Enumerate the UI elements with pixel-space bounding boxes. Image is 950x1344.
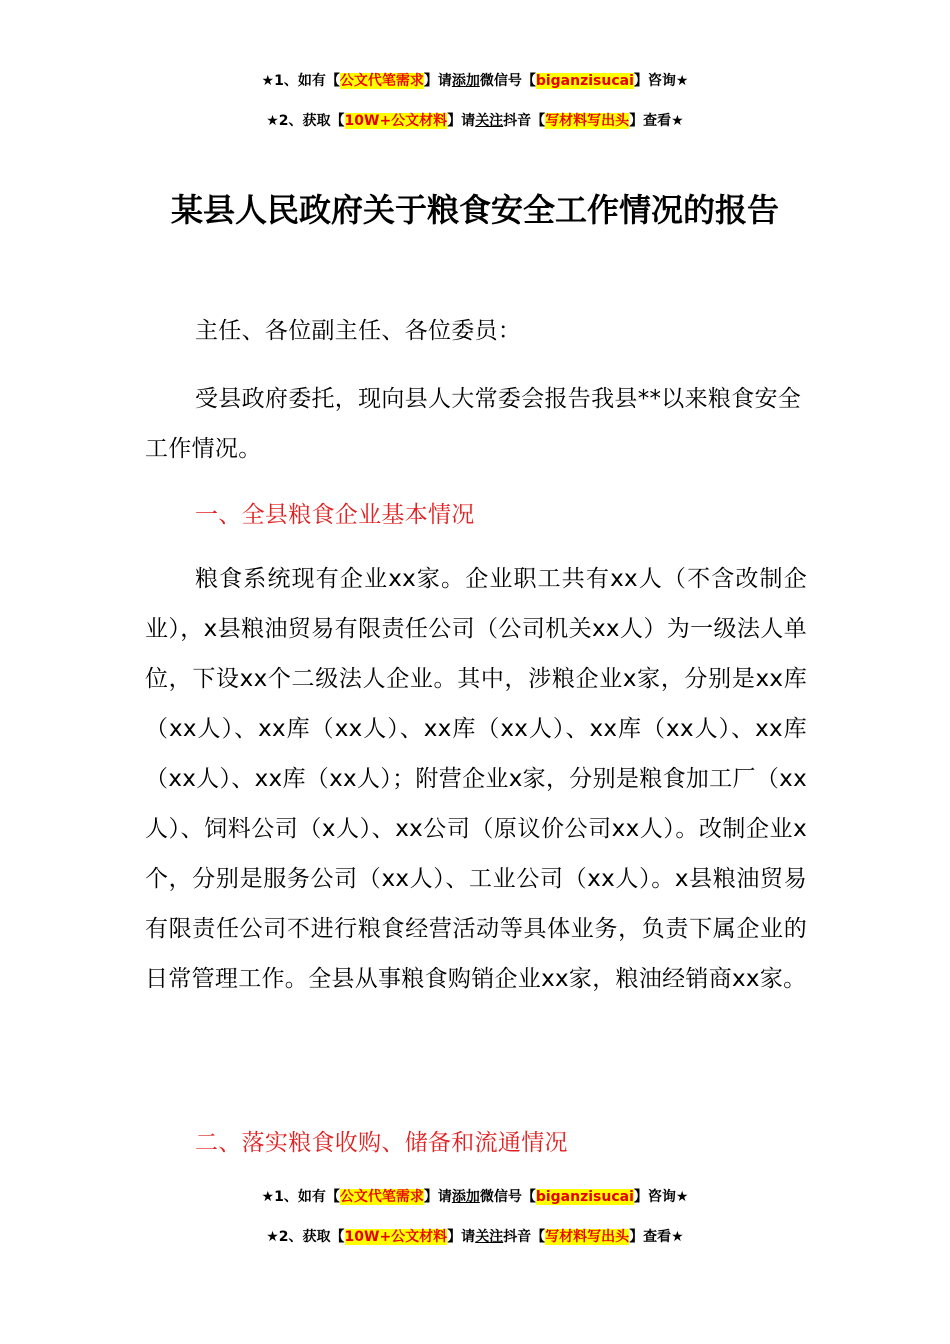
promo-text: 】请 — [423, 1189, 452, 1205]
promo-text: 】请 — [447, 113, 476, 129]
promo-suffix: 】咨询★ — [633, 1189, 689, 1205]
promo-line-2-bottom — [0, 1226, 950, 1248]
promo-prefix: ★1、如有【 — [261, 1189, 340, 1205]
document-title: 某县人民政府关于粮食安全工作情况的报告 — [170, 191, 779, 229]
promo-underline: 关注 — [475, 113, 504, 129]
promo-underline: 添加 — [451, 1189, 480, 1205]
promo-prefix: ★2、获取【 — [266, 113, 345, 129]
promo-douyin-id: 写材料写出头 — [545, 1229, 630, 1245]
promo-prefix: ★2、获取【 — [266, 1229, 345, 1245]
promo-text: 微信号【 — [479, 73, 536, 89]
promo-wechat-id: biganzisucai — [535, 1189, 634, 1205]
promo-underline: 添加 — [451, 73, 480, 89]
section-heading-2: 二、落实粮食收购、储备和流通情况 — [195, 1130, 568, 1156]
promo-highlight: 10W+公文材料 — [344, 1229, 448, 1245]
promo-highlight: 10W+公文材料 — [344, 113, 448, 129]
promo-underline: 关注 — [475, 1229, 504, 1245]
salutation: 主任、各位副主任、各位委员： — [195, 318, 522, 344]
promo-douyin-id: 写材料写出头 — [545, 113, 630, 129]
promo-suffix: 】查看★ — [629, 1229, 684, 1245]
promo-highlight: 公文代笔需求 — [339, 1189, 424, 1205]
promo-text: 微信号【 — [479, 1189, 536, 1205]
promo-suffix: 】查看★ — [629, 113, 684, 129]
section-heading-1: 一、全县粮食企业基本情况 — [195, 502, 475, 528]
promo-wechat-id: biganzisucai — [535, 73, 634, 89]
intro-paragraph: 受县政府委托，现向县人大常委会报告我县**以来粮食安全工作情况。 — [145, 386, 802, 462]
promo-line-1-bottom — [0, 1186, 950, 1208]
promo-text: 抖音【 — [503, 113, 546, 129]
promo-line-2-top — [0, 110, 950, 132]
promo-suffix: 】咨询★ — [633, 73, 689, 89]
promo-text: 】请 — [423, 73, 452, 89]
promo-text: 抖音【 — [503, 1229, 546, 1245]
promo-highlight: 公文代笔需求 — [339, 73, 424, 89]
promo-prefix: ★1、如有【 — [261, 73, 340, 89]
promo-line-1-top — [0, 70, 950, 92]
section-1-paragraph: 粮食系统现有企业xx家。企业职工共有xx人（不含改制企业），x县粮油贸易有限责任公司（公司机关xx人）为一级法人单位，下设xx个二级法人企业。其中，涉粮企业x家，分别是xx库（xx人）、xx库（xx人）、xx库（xx人）、xx库（xx人）、xx库（xx人）、xx库（xx人）；附营企业x家，分别是粮食加工厂（xx人）、饲料公司（x人）、xx公司（原议价公司xx人）。改制企业x个，分别是服务公司（xx人）、工业公司（xx人）。x县粮油贸易有限责任公司不进行粮食经营活动等具体业务，负责下属企业的日常管理工作。全县从事粮食购销企业xx家，粮油经销商xx家。 — [145, 566, 807, 992]
promo-text: 】请 — [447, 1229, 476, 1245]
